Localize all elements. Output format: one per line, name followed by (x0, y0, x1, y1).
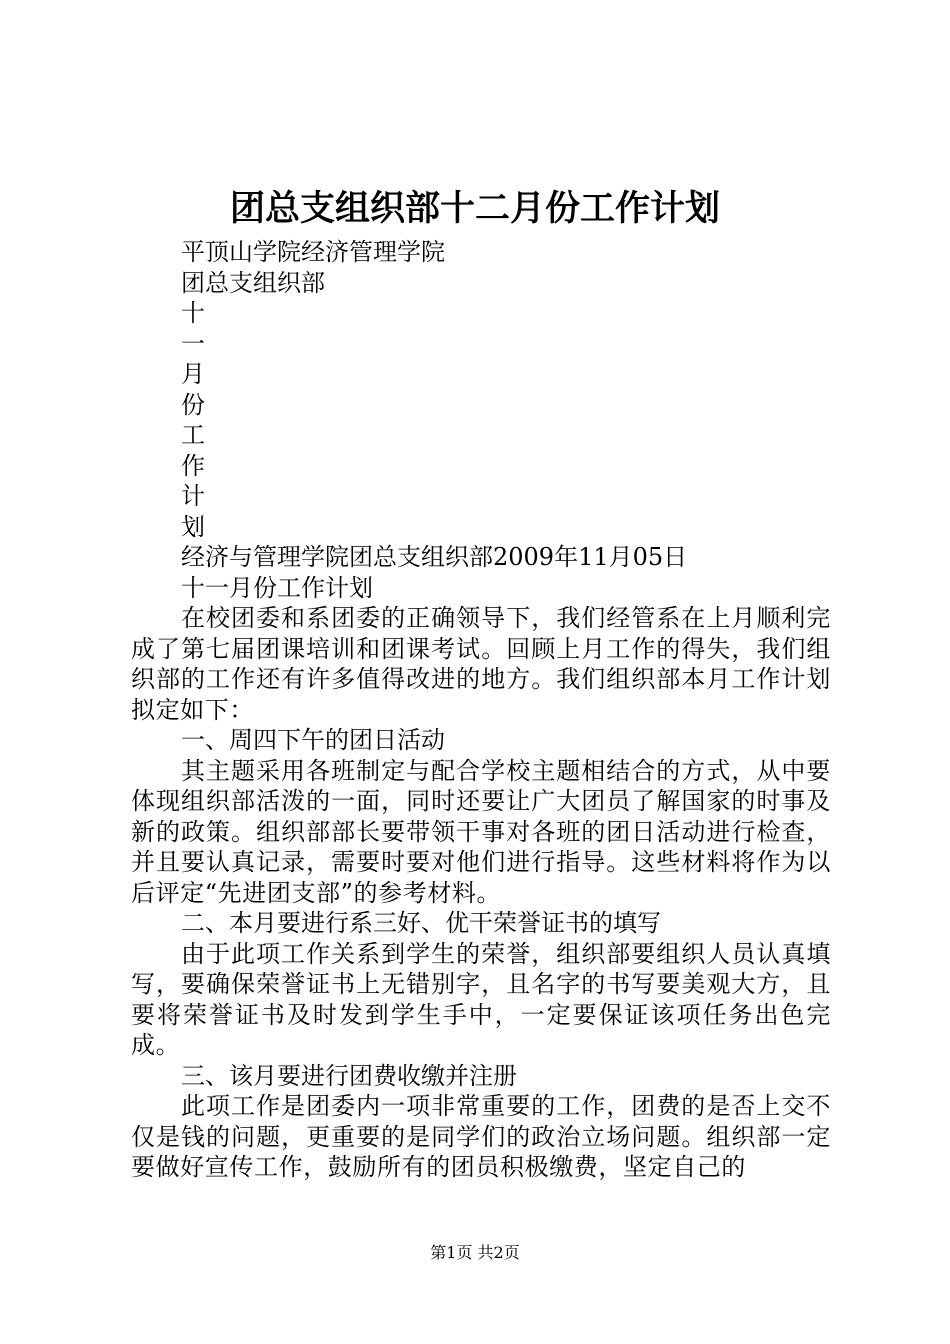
document-body (131, 237, 831, 1183)
section-2-heading: 二、本月要进行系三好、优干荣誉证书的填写 (181, 909, 661, 937)
section-3-paragraph: 此项工作是团委内一项非常重要的工作，团费的是否上交不仅是钱的问题，更重要的是同学们的政治立场问题。组织部一定要做好宣传工作，鼓励所有的团员积极缴费，坚定自己的 (131, 1092, 831, 1181)
vertical-title-char: 份 (181, 390, 205, 419)
vertical-title-char: 十 (181, 299, 205, 327)
section-1-heading: 一、周四下午的团日活动 (181, 726, 445, 754)
vertical-title-char: 一 (181, 329, 205, 358)
vertical-title-char: 月 (181, 360, 205, 388)
document-title: 团总支组织部十二月份工作计划 (229, 188, 720, 229)
section-2-paragraph: 由于此项工作关系到学生的荣誉，组织部要组织人员认真填写，要确保荣誉证书上无错别字，且名字的书写要美观大方，且要将荣誉证书及时发到学生手中，一定要保证该项任务出色完成。 (131, 939, 831, 1059)
author-date-line: 经济与管理学院团总支组织部2009年11月05日 (181, 543, 688, 571)
vertical-title-char: 工 (181, 421, 205, 449)
subtitle-line: 十一月份工作计划 (181, 573, 373, 602)
intro-paragraph: 在校团委和系团委的正确领导下，我们经管系在上月顺利完成了第七届团课培训和团课考试。回顾上月工作的得失，我们组织部的工作还有许多值得改进的地方。我们组织部本月工作计划拟定如下： (131, 604, 831, 724)
department-line: 团总支组织部 (181, 268, 325, 297)
vertical-title-char: 作 (181, 451, 205, 480)
page-footer: 第1页 共2页 (430, 1243, 520, 1262)
vertical-title-char: 划 (181, 512, 205, 541)
org-name-line: 平顶山学院经济管理学院 (181, 238, 445, 266)
vertical-title-char: 计 (181, 482, 205, 510)
section-1-paragraph: 其主题采用各班制定与配合学校主题相结合的方式，从中要体现组织部活泼的一面，同时还要让广大团员了解国家的时事及新的政策。组织部部长要带领干事对各班的团日活动进行检查，并且要认真记录，需要时要对他们进行指导。这些材料将作为以后评定“先进团支部”的参考材料。 (131, 756, 831, 907)
section-3-heading: 三、该月要进行团费收缴并注册 (181, 1061, 517, 1090)
